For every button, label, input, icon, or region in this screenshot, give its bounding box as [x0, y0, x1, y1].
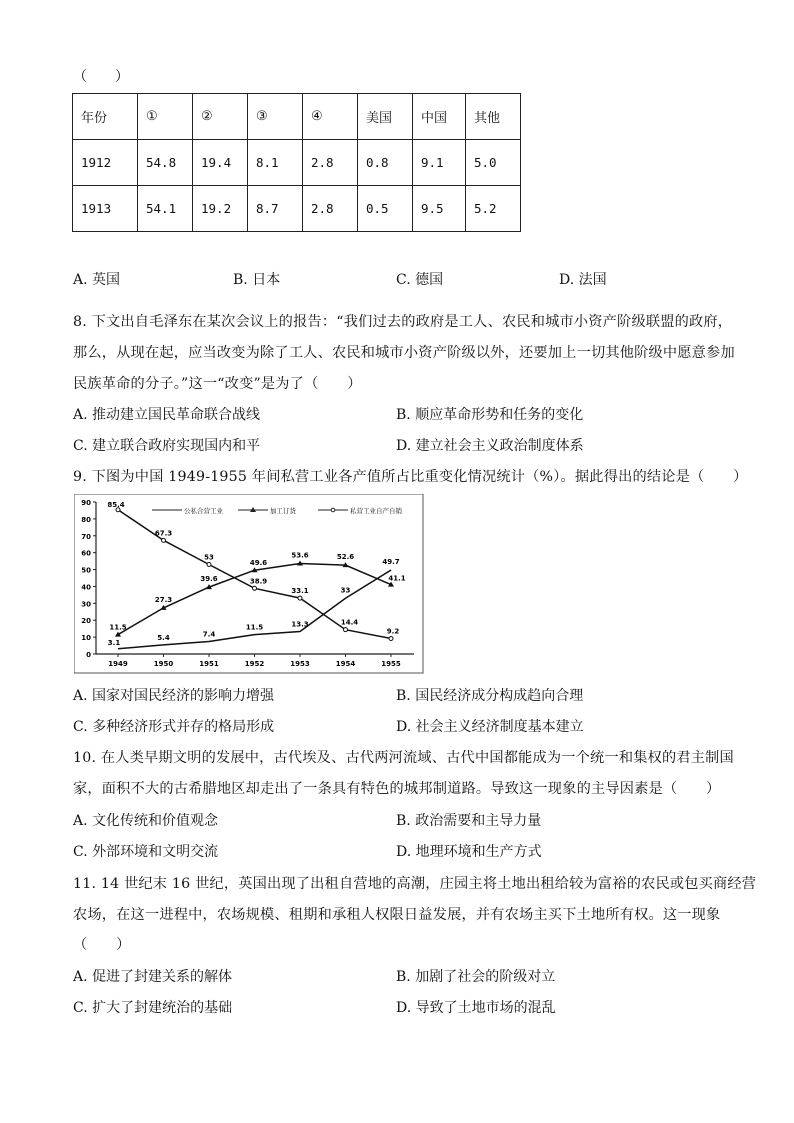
data-label: 7.4 — [202, 630, 216, 639]
option-c[interactable]: C. 德国 — [396, 272, 444, 288]
y-tick-label: 60 — [81, 549, 91, 558]
option-c[interactable]: C. 外部环境和文明交流 — [73, 844, 219, 860]
question-text-line: 那么，从现在起，应当改变为除了工人、农民和城市小资产阶级以外，还要加上一切其他阶级中愿意参加 — [73, 345, 735, 361]
option-d[interactable]: D. 法国 — [559, 272, 607, 288]
table-cell: 0.8 — [358, 140, 413, 186]
table-cell: 中国 — [413, 94, 466, 140]
question-text-line: 农场，在这一进程中，农场规模、租期和承租人权限日益发展，并有农场主买下土地所有权。这一现象 — [73, 907, 721, 923]
data-label: 13.3 — [291, 620, 309, 629]
option-c[interactable]: C. 多种经济形式并存的格局形成 — [73, 719, 275, 735]
line-chart — [74, 494, 424, 674]
option-b[interactable]: B. 国民经济成分构成趋向合理 — [396, 688, 584, 704]
q7-table — [72, 93, 521, 232]
y-tick-label: 20 — [81, 617, 91, 626]
table-cell: 9.1 — [413, 140, 466, 186]
y-tick-label: 10 — [81, 634, 91, 643]
option-d[interactable]: D. 社会主义经济制度基本建立 — [396, 719, 584, 735]
data-point — [253, 586, 257, 590]
data-label: 9.2 — [386, 627, 400, 636]
data-label: 52.6 — [336, 553, 355, 562]
table-cell: 2.8 — [303, 140, 358, 186]
table-cell: 8.1 — [248, 140, 303, 186]
x-tick-label: 1953 — [290, 660, 310, 668]
data-label: 85.4 — [107, 500, 125, 509]
y-tick-label: 80 — [81, 515, 91, 524]
x-tick-label: 1954 — [335, 660, 356, 668]
table-cell: 54.8 — [138, 140, 193, 186]
table-cell: 19.4 — [193, 140, 248, 186]
option-c[interactable]: C. 建立联合政府实现国内和平 — [73, 438, 261, 454]
question-text-line: 9. 下图为中国 1949-1955 年间私营工业各产值所占比重变化情况统计（%）。据此得出的结论是（ ） — [73, 469, 748, 485]
option-a[interactable]: A. 文化传统和价值观念 — [73, 813, 219, 829]
data-label: 67.3 — [154, 529, 173, 538]
table-cell: 2.8 — [303, 186, 358, 232]
table-cell: 19.2 — [193, 186, 248, 232]
y-tick-label: 90 — [81, 499, 91, 507]
data-label: 39.6 — [200, 575, 218, 584]
legend-label: 加工订货 — [270, 507, 296, 515]
data-point — [207, 562, 211, 566]
data-point — [162, 538, 166, 542]
table-cell: 1913 — [73, 186, 138, 232]
q7-paren: （ ） — [73, 69, 129, 85]
option-a[interactable]: A. 推动建立国民革命联合战线 — [73, 407, 261, 423]
table-cell: 54.1 — [138, 186, 193, 232]
option-c[interactable]: C. 扩大了封建统治的基础 — [73, 1000, 233, 1016]
data-label: 49.7 — [382, 558, 400, 567]
option-b[interactable]: B. 加剧了社会的阶级对立 — [396, 969, 556, 985]
y-tick-label: 70 — [81, 532, 91, 541]
data-point — [298, 596, 302, 600]
table-cell: 美国 — [358, 94, 413, 140]
option-b[interactable]: B. 政治需要和主导力量 — [396, 813, 542, 829]
table-cell: 1912 — [73, 140, 138, 186]
data-label: 11.5 — [245, 623, 264, 632]
table-cell: 5.0 — [466, 140, 521, 186]
table-row — [73, 140, 521, 186]
data-label: 27.3 — [154, 595, 173, 604]
question-text-line: （ ） — [73, 937, 131, 953]
data-label: 41.1 — [388, 574, 406, 583]
option-a[interactable]: A. 促进了封建关系的解体 — [73, 969, 233, 985]
data-label: 11.5 — [109, 623, 127, 632]
x-tick-label: 1952 — [244, 660, 265, 668]
data-label: 49.6 — [249, 559, 268, 568]
legend-label: 私营工业自产自销 — [350, 507, 402, 515]
option-b[interactable]: B. 顺应革命形势和任务的变化 — [396, 407, 584, 423]
table-header-row — [73, 94, 521, 140]
option-b[interactable]: B. 日本 — [233, 272, 281, 288]
question-text-line: 8. 下文出自毛泽东在某次会议上的报告：“我们过去的政府是工人、农民和城市小资产阶级联盟的政府， — [73, 314, 733, 330]
data-label: 33 — [340, 586, 351, 595]
data-label: 33.1 — [291, 587, 309, 596]
table-cell: 8.7 — [248, 186, 303, 232]
data-label: 53 — [204, 553, 214, 562]
data-point — [389, 636, 393, 640]
table-cell: ① — [138, 94, 193, 140]
data-label: 3.1 — [107, 638, 121, 647]
y-tick-label: 0 — [86, 651, 91, 659]
x-tick-label: 1950 — [153, 660, 174, 668]
y-tick-label: 30 — [81, 600, 91, 609]
data-label: 38.9 — [249, 577, 268, 586]
data-label: 53.6 — [291, 551, 309, 560]
x-tick-label: 1951 — [199, 660, 219, 668]
y-tick-label: 50 — [81, 566, 91, 575]
table-cell: 0.5 — [358, 186, 413, 232]
legend-label: 公私合营工业 — [184, 507, 223, 515]
table-cell: 9.5 — [413, 186, 466, 232]
table-cell: ② — [193, 94, 248, 140]
option-d[interactable]: D. 建立社会主义政治制度体系 — [396, 438, 584, 454]
data-point — [344, 628, 348, 632]
x-tick-label: 1949 — [108, 660, 128, 668]
legend-marker — [331, 508, 335, 512]
table-cell: ④ — [303, 94, 358, 140]
question-text-line: 10. 在人类早期文明的发展中，古代埃及、古代两河流域、古代中国都能成为一个统一和集权的君主制国 — [73, 750, 734, 766]
y-tick-label: 40 — [81, 583, 91, 592]
table-row — [73, 186, 521, 232]
option-d[interactable]: D. 导致了土地市场的混乱 — [396, 1000, 556, 1016]
question-text-line: 11. 14 世纪末 16 世纪，英国出现了出租自营地的高潮，庄园主将土地出租给较为富裕的农民或包买商经营 — [73, 876, 757, 892]
data-label: 14.4 — [340, 618, 359, 627]
question-text-line: 家，面积不大的古希腊地区却走出了一条具有特色的城邦制道路。导致这一现象的主导因素是（ ） — [73, 781, 721, 797]
table-cell: ③ — [248, 94, 303, 140]
data-label: 5.4 — [157, 633, 170, 642]
option-a[interactable]: A. 国家对国民经济的影响力增强 — [73, 688, 275, 704]
table-cell: 5.2 — [466, 186, 521, 232]
table-cell: 年份 — [73, 94, 138, 140]
table-cell: 其他 — [466, 94, 521, 140]
question-text-line: 民族革命的分子。”这一“改变”是为了（ ） — [73, 376, 362, 392]
x-tick-label: 1955 — [381, 660, 401, 668]
option-a[interactable]: A. 英国 — [73, 272, 121, 288]
option-d[interactable]: D. 地理环境和生产方式 — [396, 844, 542, 860]
